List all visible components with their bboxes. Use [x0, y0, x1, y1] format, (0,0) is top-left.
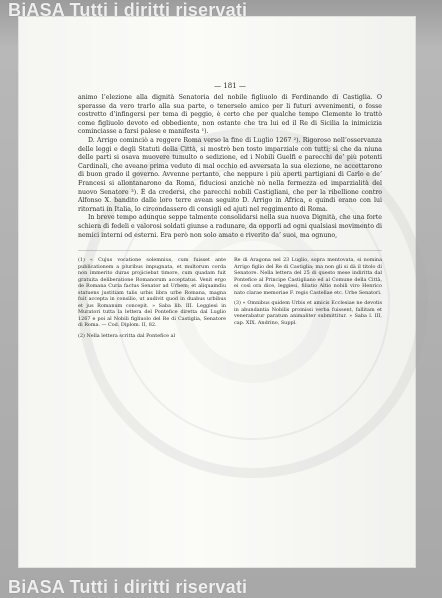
footnote-right-2: (3) « Omnibus quidem Urbis et amicis Ecclesiae ne devotis in abundantia Nobilis promissi verba fuissent, fallitam et venerabatur paratum animaliter submittitur. » Saba l. III, cap. XIX. Andrino, Suppl.: [234, 300, 382, 326]
paragraph-3: In breve tempo adunque seppe talmente consolidarsi nella sua nuova Dignità, che una forte schiera di fedeli e valorosi soldati giunse a radunare, da opporli ad ogni qualsiasi movimento di nemici interni od esterni. Era però non solo amato e riverito da’ suoi, ma ognuno,: [78, 214, 382, 239]
footnotes: [78, 257, 382, 343]
footnotes-left: [78, 257, 226, 343]
footnote-left-1: (1) « Cujus vocatione solemnius, cum fuisset ante publicationem a pluribus impugnata, et multorum corda non immerito duras projiciebat timore, cum quadam fuit gratuita deliberatione Romanorum acceptatus. Venit ergo de Romana Curia factus Senator ad Urbem; et aliquamdiu statuens justitiam talis urbis libra urbe Romana, magna fuit accepta in consilio, ut audivit quod in duabus urbibus et jus Romanum concepit. » Saba lib. III. Leggiesi in Muratori tutta la lettera del Pontefice diretta dal Luglio 1267 e poi al Nobili figliuolo del Re di Castiglia, Senatore di Roma. — Cod. Diplom. II, 82.: [78, 257, 226, 329]
watermark-bottom: BiASA Tutti i diritti riservati: [8, 577, 248, 597]
paragraph-1: animo l’elezione alla dignità Senatoria del nobile figliuolo di Ferdinando di Castiglia. O sperasse da vero trarlo alla sua parte, o tenerselo amico per li futuri avvenimenti, o fosse costretto d’infingersi per tema di peggio, è certo che per qualche tempo Clemente lo trattò come figliuolo devoto ed obbediente, non ostante che tra lui ed il Re di Sicilia la inimicizia cominciasse a farsi palese e manifesta ¹).: [78, 94, 382, 136]
footnote-left-2: (2) Nella lettera scritta dal Pontefice al: [78, 332, 176, 339]
footnote-right-1: Re di Aragona nel 23 Luglio, sopra mentovata, si nomina Arrigo figlio del Re di Castiglia; ma non gli si dà il titolo di Senatore. Nella lettera del 25 di questo mese indiritta dal Pontefice al Principe Castigliano ed al Comune della Città, ei così ora dice, leggiesi, filiatio Altio nobili viro Henrico nato clarae memoriae F. regis Castellae etc. Urbe Senatori.: [234, 257, 382, 296]
main-text: [78, 94, 382, 240]
scanned-page: [18, 16, 416, 568]
page-number: — 181 —: [214, 82, 246, 90]
page-content: [78, 82, 382, 343]
footnote-divider: [78, 250, 382, 251]
paragraph-2: D. Arrigo cominciò a reggere Roma verso la fine di Luglio 1267 ²). Rigoroso nell’osservanza delle leggi e degli Statuti della Città, si mostrò ben tosto imparziale con tutti; sì che da niuna delle parti si osava muovere tumulto o sedizione, ed i Nobili Guelfi e parecchi de’ più potenti Cardinali, che aveano prima veduto di mal occhio ed avversata la sua elezione, ne accettarono di buon grado il governo. Avvenne pertanto, che neppure i più aperti partigiani di Carlo e de’ Francesi si allontanarono da Roma, fiduciosi anzichè nò nella fermezza ed imparzialità del nuovo Senatore ³). È da credersi, che parecchi nobili Castigliani, che per la ribellione contro Alfonso X. bandito dalle loro terre avean seguito D. Arrigo in Africa, e quindi erano con lui ritornati in Italia, lo circondassero di consigli ed ajuti nel reggimento di Roma.: [78, 136, 382, 213]
footnotes-right: [234, 257, 382, 343]
watermark-top: BiASA Tutti i diritti riservati: [8, 0, 248, 20]
